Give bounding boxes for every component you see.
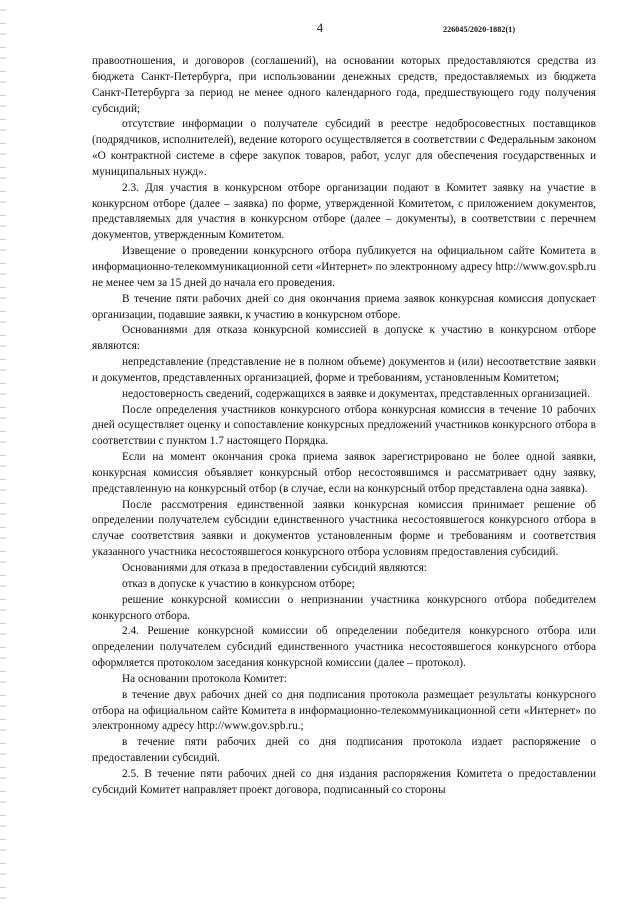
paragraph: Извещение о проведении конкурсного отбора публикуется на официальном сайте Комитета в информационно-телекоммуникационной сети «Интернет» по электронному адресу http://www.gov.spb.ru не менее чем за 15 дней до начала его проведения.: [92, 245, 596, 289]
paragraph: После рассмотрения единственной заявки конкурсная комиссия принимает решение об определении получателем субсидии единственного участника несостоявшегося конкурсного отбора в случае соответствия заявки и документов установленным форме и требованиям и соответствия указанного участника несостоявшегося конкурсного отбора условиям предоставления субсидий.: [92, 498, 596, 559]
scan-edge-artifact: [0, 0, 6, 905]
paragraph: правоотношения, и договоров (соглашений), на основании которых предоставляются средства из бюджета Санкт-Петербурга, при использовании денежных средств, предоставляемых из бюджета Санкт-Петербурга за период не менее одного календарного года, предшествующего году получения субсидий;: [92, 55, 596, 115]
paragraph: 2.5. В течение пяти рабочих дней со дня издания распоряжения Комитета о предоставлении субсидий Комитет направляет проект договора, подписанный со стороны: [92, 767, 596, 796]
paragraph: Основаниями для отказа конкурсной комиссией в допуске к участию в конкурсном отборе являются:: [92, 324, 596, 353]
paragraph: отсутствие информации о получателе субсидий в реестре недобросовестных поставщиков (подрядчиков, исполнителей), ведение которого осуществляется в соответствии с Федеральным законом «О контрактной системе в сфере закупок товаров, работ, услуг для обеспечения государственных и муниципальных нужд».: [92, 118, 596, 178]
paragraph: Основаниями для отказа в предоставлении субсидий являются:: [122, 562, 427, 574]
paragraph: отказ в допуске к участию в конкурсном отборе;: [122, 577, 355, 590]
paragraph: в течение пяти рабочих дней со дня подписания протокола издает распоряжение о предоставлении субсидий.: [92, 736, 596, 765]
paragraph: В течение пяти рабочих дней со дня окончания приема заявок конкурсная комиссия допускает организации, подавшие заявки, к участию в конкурсном отборе.: [92, 292, 596, 321]
document-id: 226045/2020-1882(1): [443, 25, 516, 34]
paragraph: После определения участников конкурсного отбора конкурсная комиссия в течение 10 рабочих дней осуществляет оценку и сопоставление конкурсных предложений участников конкурсного отбора в соответствии с пунктом 1.7 настоящего Порядка.: [92, 403, 596, 448]
paragraph: непредставление (представление не в полном объеме) документов и (или) несоответствие заявки и документов, представленных организацией, форме и требованиям, установленным Комитетом;: [92, 356, 596, 384]
document-body: [92, 54, 596, 799]
paragraph: 2.4. Решение конкурсной комиссии об определении победителя конкурсного отбора или определении получателем субсидий единственного участника несостоявшегося конкурсного отбора оформляется протоколом заседания конкурсной комиссии (далее – протокол).: [92, 625, 596, 670]
paragraph: 2.3. Для участия в конкурсном отборе организации подают в Комитет заявку на участие в конкурсном отборе (далее – заявка) по форме, утвержденной Комитетом, с приложением документов, представляемых для участия в конкурсном отборе (далее – документы), в соответствии с перечнем документов, утвержденным Комитетом.: [92, 181, 596, 242]
paragraph: Если на момент окончания срока приема заявок зарегистрировано не более одной заявки, конкурсная комиссия объявляет конкурсный отбор несостоявшимся и рассматривает одну заявку, представленную на конкурсный отбор (в случае, если на конкурсный отбор представлена одна заявка).: [92, 451, 596, 495]
paragraph: решение конкурсной комиссии о непризнании участника конкурсного отбора победителем конкурсного отбора.: [92, 593, 596, 622]
page-number: 4: [316, 20, 324, 35]
paragraph: На основании протокола Комитет:: [122, 672, 287, 685]
paragraph: в течение двух рабочих дней со дня подписания протокола размещает результаты конкурсного отбора на официальном сайте Комитета в информационно-телекоммуникационной сети «Интернет» по электронному адресу http://www.gov.spb.ru.;: [92, 688, 596, 733]
paragraph: недостоверность сведений, содержащихся в заявке и документах, представленных организацией.: [122, 387, 591, 400]
